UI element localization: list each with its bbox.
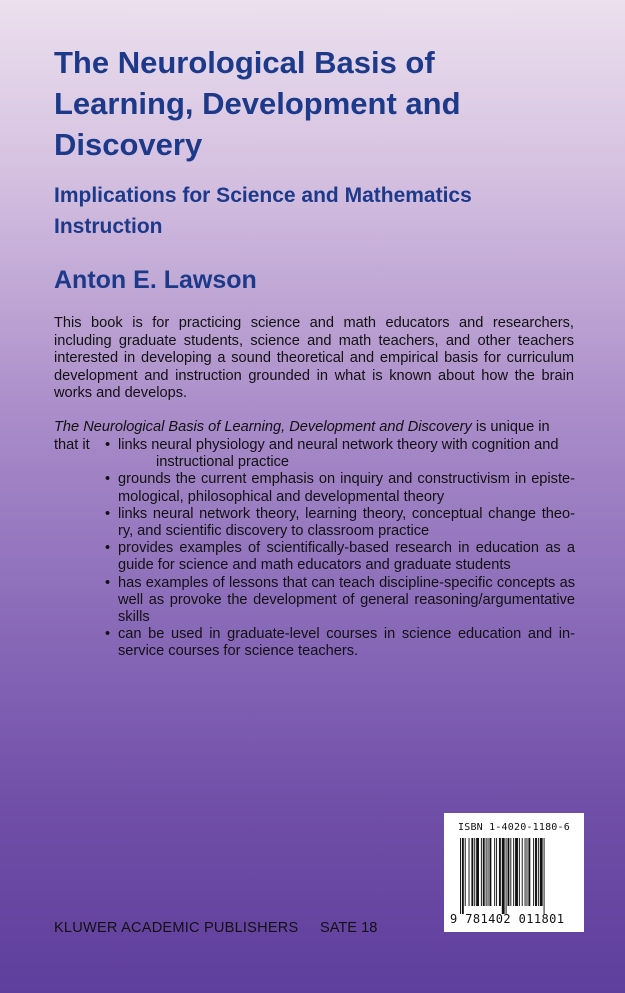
feature-list — [105, 437, 575, 661]
feature-text: grounds the current emphasis on inquiry and constructivism in episte-mological, philosophical and developmental theory — [118, 471, 575, 505]
unique-intro-suffix: is unique in that it — [54, 419, 550, 453]
feature-item — [105, 626, 575, 660]
book-title: The Neurological Basis of Learning, Development and Discovery — [54, 45, 461, 162]
feature-text: links neural physiology and neural network theory with cognition and — [118, 437, 559, 453]
feature-item — [105, 506, 575, 540]
feature-text: has examples of lessons that can teach discipline-specific concepts as well as provoke the development of general reasoning/argumentative skills — [118, 574, 575, 626]
book-blurb: This book is for practicing science and math educators and researchers, including graduate students, science and math teachers, and other teachers interested in developing a sound theoretical and empirical basis for curriculum development and instruction grounded in what is known about how the brain works and develops. — [54, 315, 574, 402]
feature-text: links neural network theory, learning theory, conceptual change theo-ry, and scientific discovery to classroom practice — [118, 505, 575, 540]
book-author: Anton E. Lawson — [54, 266, 257, 294]
isbn-text: ISBN 1-4020-1180-6 — [458, 822, 570, 833]
unique-intro-title: The Neurological Basis of Learning, Development and Discovery — [54, 419, 472, 435]
feature-text: provides examples of scientifically-based research in education as a guide for science and math educators and graduate students — [118, 540, 575, 574]
ean-number: 9 781402 011801 — [450, 912, 565, 926]
feature-item — [105, 540, 575, 574]
feature-item — [105, 437, 575, 471]
feature-text: can be used in graduate-level courses in science education and in-service courses for science teachers. — [118, 626, 575, 660]
feature-item — [105, 471, 575, 505]
publisher-name: KLUWER ACADEMIC PUBLISHERS — [54, 920, 299, 936]
book-subtitle: Implications for Science and Mathematics Instruction — [54, 184, 472, 238]
series-label: SATE 18 — [320, 920, 378, 936]
isbn-barcode — [444, 813, 584, 932]
barcode-bars-icon — [460, 838, 575, 914]
feature-item — [105, 575, 575, 627]
feature-text-continued: instructional practice — [156, 454, 290, 471]
